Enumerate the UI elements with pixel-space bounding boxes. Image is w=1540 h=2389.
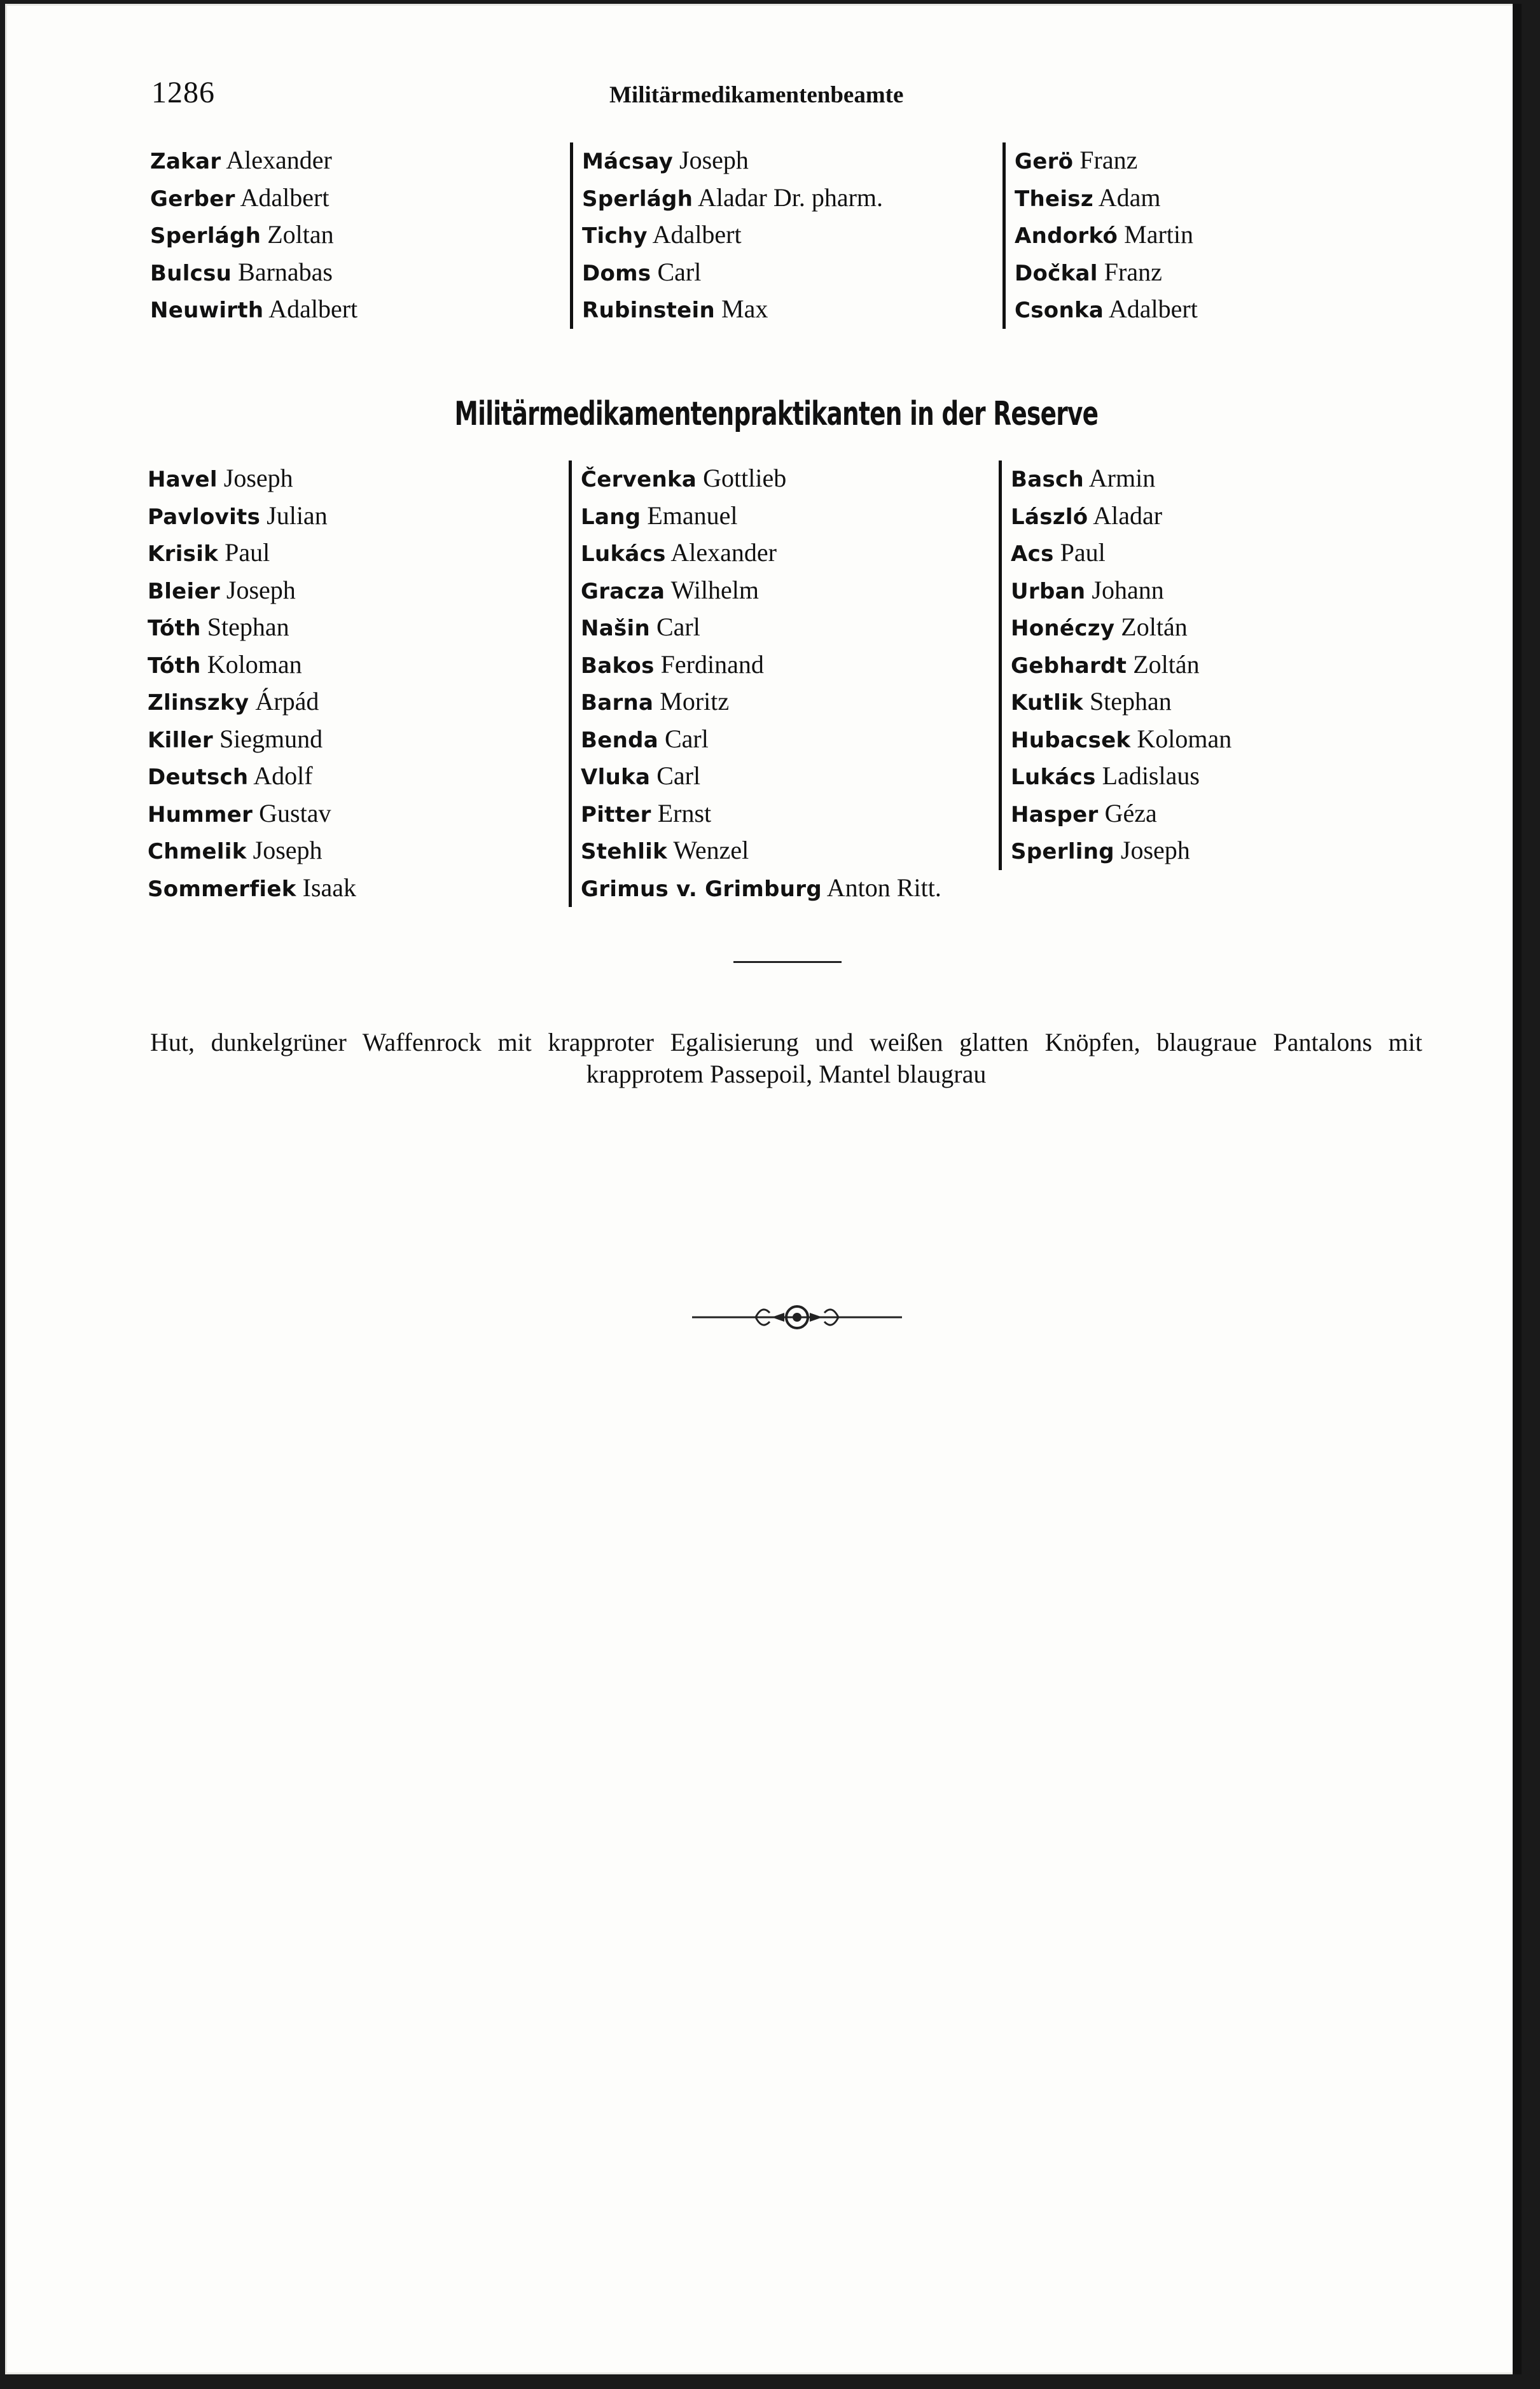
surname: Rubinstein: [582, 298, 715, 323]
surname: Zlinszky: [148, 690, 249, 716]
surname: Barna: [581, 690, 654, 716]
surname: Tichy: [582, 223, 648, 249]
given-name: Emanuel: [647, 501, 738, 530]
name-entry: [148, 572, 356, 610]
name-entry: [1015, 254, 1198, 292]
surname: Bakos: [581, 653, 655, 679]
given-name: Paul: [1060, 538, 1106, 567]
surname: Mácsay: [582, 149, 674, 174]
surname: Stehlik: [581, 839, 668, 864]
given-name: Max: [721, 294, 768, 323]
reserve-column-2: [569, 460, 941, 907]
given-name: Ernst: [657, 798, 712, 827]
given-name: Adalbert: [652, 220, 742, 249]
given-name: Siegmund: [219, 724, 323, 753]
given-name: Árpád: [255, 687, 319, 716]
surname: Deutsch: [148, 765, 249, 790]
surname: Acs: [1011, 541, 1054, 567]
given-name: Julian: [267, 501, 328, 530]
given-name: Alexander: [226, 146, 332, 174]
name-entry: [150, 180, 357, 218]
given-name: Adolf: [253, 761, 313, 790]
name-entry: [1011, 684, 1231, 721]
given-name: Joseph: [223, 464, 293, 492]
given-name: Zoltán: [1133, 649, 1200, 679]
surname: Havel: [148, 467, 218, 492]
surname: Gerber: [150, 186, 235, 212]
surname: Pitter: [581, 801, 651, 827]
name-entry: [1015, 142, 1198, 180]
divider-rule: [733, 961, 842, 963]
given-name: Ferdinand: [660, 649, 764, 679]
surname: Hubacsek: [1011, 727, 1131, 753]
given-name: Koloman: [207, 649, 302, 679]
uniform-description: Hut, dunkelgrüner Waffenrock mit krapproter Egalisierung und weißen glatten Knöpfen, blaugraue Pantalons mit krapprotem Passepoil, Mantel blaugrau: [150, 1028, 1422, 1088]
name-entry: [1011, 758, 1231, 796]
surname: Grimus v. Grimburg: [581, 876, 822, 902]
surname: Vluka: [581, 765, 651, 790]
given-name: Carl: [657, 257, 702, 286]
surname: László: [1011, 504, 1088, 530]
name-entry: [1011, 609, 1231, 647]
given-name: Stephan: [207, 613, 289, 641]
page-edge: [1513, 4, 1522, 2374]
surname: Gebhardt: [1011, 653, 1127, 679]
given-name: Anton Ritt.: [826, 873, 941, 902]
name-entry: [150, 254, 357, 292]
surname: Gerö: [1015, 149, 1074, 174]
name-entry: [148, 758, 356, 796]
section-title: Militärmedikamentenpraktikanten in der Reserve: [454, 395, 1099, 433]
surname: Bulcsu: [150, 260, 232, 286]
given-name: Gottlieb: [703, 464, 787, 492]
name-entry: [581, 833, 941, 870]
surname: Dočkal: [1015, 260, 1098, 286]
name-entry: [148, 870, 356, 908]
given-name: Alexander: [670, 538, 777, 567]
name-entry: [1011, 721, 1231, 759]
name-entry: [1015, 291, 1198, 329]
name-entry: [148, 721, 356, 759]
given-name: Armin: [1088, 464, 1156, 492]
given-name: Géza: [1104, 798, 1157, 827]
name-entry: [582, 291, 883, 329]
reserve-column-3: [999, 460, 1231, 870]
name-entry: [150, 291, 357, 329]
name-entry: [148, 609, 356, 647]
surname: Andorkó: [1015, 223, 1118, 249]
surname: Lang: [581, 504, 641, 530]
name-entry: [148, 833, 356, 870]
surname: Sommerfiek: [148, 876, 296, 902]
name-entry: [581, 460, 941, 498]
given-name: Aladar Dr. pharm.: [698, 183, 884, 212]
surname: Chmelik: [148, 839, 247, 864]
surname: Kutlik: [1011, 690, 1083, 716]
given-name: Adalbert: [1108, 294, 1198, 323]
surname: Sperlágh: [150, 223, 261, 249]
name-entry: [581, 572, 941, 610]
name-entry: [1015, 180, 1198, 218]
surname: Honéczy: [1011, 616, 1115, 641]
name-entry: [581, 647, 941, 684]
name-entry: [582, 142, 883, 180]
name-entry: [1011, 572, 1231, 610]
surname: Doms: [582, 260, 651, 286]
given-name: Joseph: [679, 146, 749, 174]
surname: Krisik: [148, 541, 219, 567]
name-entry: [1011, 647, 1231, 684]
surname: Neuwirth: [150, 298, 264, 323]
given-name: Johann: [1092, 575, 1164, 604]
document-page: [5, 4, 1522, 2374]
surname: Bleier: [148, 578, 220, 604]
name-entry: [581, 870, 941, 908]
surname: Sperling: [1011, 839, 1114, 864]
running-head: Militärmedikamentenbeamte: [609, 82, 904, 108]
surname: Killer: [148, 727, 213, 753]
name-entry: [581, 758, 941, 796]
given-name: Joseph: [253, 836, 323, 864]
surname: Sperlágh: [582, 186, 693, 212]
given-name: Stephan: [1089, 687, 1172, 716]
name-entry: [581, 498, 941, 536]
name-entry: [1011, 498, 1231, 536]
given-name: Wenzel: [673, 836, 749, 864]
name-entry: [1011, 535, 1231, 572]
surname: Pavlovits: [148, 504, 261, 530]
name-entry: [148, 498, 356, 536]
reserve-column-1: [148, 460, 356, 907]
given-name: Paul: [225, 538, 270, 567]
page-number: 1286: [151, 76, 215, 109]
name-entry: [150, 142, 357, 180]
surname: Tóth: [148, 653, 201, 679]
given-name: Moritz: [660, 687, 730, 716]
name-entry: [148, 684, 356, 721]
officials-column-2: [570, 142, 883, 329]
given-name: Barnabas: [238, 257, 333, 286]
given-name: Isaak: [302, 873, 357, 902]
given-name: Joseph: [226, 575, 296, 604]
name-entry: [581, 535, 941, 572]
surname: Basch: [1011, 467, 1084, 492]
given-name: Wilhelm: [670, 575, 759, 604]
surname: Tóth: [148, 616, 201, 641]
given-name: Zoltan: [267, 220, 334, 249]
given-name: Martin: [1124, 220, 1194, 249]
given-name: Ladislaus: [1102, 761, 1200, 790]
surname: Lukács: [581, 541, 666, 567]
surname: Našin: [581, 616, 650, 641]
surname: Csonka: [1015, 298, 1104, 323]
surname: Gracza: [581, 578, 665, 604]
given-name: Carl: [664, 724, 709, 753]
name-entry: [581, 609, 941, 647]
name-entry: [1011, 796, 1231, 833]
name-entry: [148, 535, 356, 572]
surname: Theisz: [1015, 186, 1093, 212]
given-name: Aladar: [1093, 501, 1163, 530]
surname: Urban: [1011, 578, 1086, 604]
given-name: Koloman: [1137, 724, 1232, 753]
given-name: Joseph: [1120, 836, 1190, 864]
name-entry: [582, 217, 883, 254]
surname: Lukács: [1011, 765, 1096, 790]
given-name: Gustav: [259, 798, 331, 827]
surname: Zakar: [150, 149, 221, 174]
given-name: Adam: [1098, 183, 1161, 212]
surname: Hummer: [148, 801, 253, 827]
officials-column-3: [1002, 142, 1198, 329]
name-entry: [581, 796, 941, 833]
name-entry: [148, 647, 356, 684]
given-name: Adalbert: [268, 294, 358, 323]
ornament-icon: [692, 1295, 902, 1340]
officials-column-1: [150, 142, 357, 329]
given-name: Franz: [1079, 146, 1138, 174]
given-name: Carl: [656, 761, 701, 790]
given-name: Franz: [1104, 257, 1162, 286]
name-entry: [1011, 833, 1231, 870]
given-name: Zoltán: [1121, 613, 1188, 641]
given-name: Adalbert: [240, 183, 330, 212]
surname: Benda: [581, 727, 658, 753]
surname: Hasper: [1011, 801, 1099, 827]
name-entry: [1015, 217, 1198, 254]
given-name: Carl: [656, 613, 700, 641]
surname: Červenka: [581, 467, 697, 492]
name-entry: [581, 684, 941, 721]
name-entry: [582, 180, 883, 218]
name-entry: [148, 796, 356, 833]
name-entry: [148, 460, 356, 498]
name-entry: [581, 721, 941, 759]
name-entry: [1011, 460, 1231, 498]
name-entry: [150, 217, 357, 254]
name-entry: [582, 254, 883, 292]
